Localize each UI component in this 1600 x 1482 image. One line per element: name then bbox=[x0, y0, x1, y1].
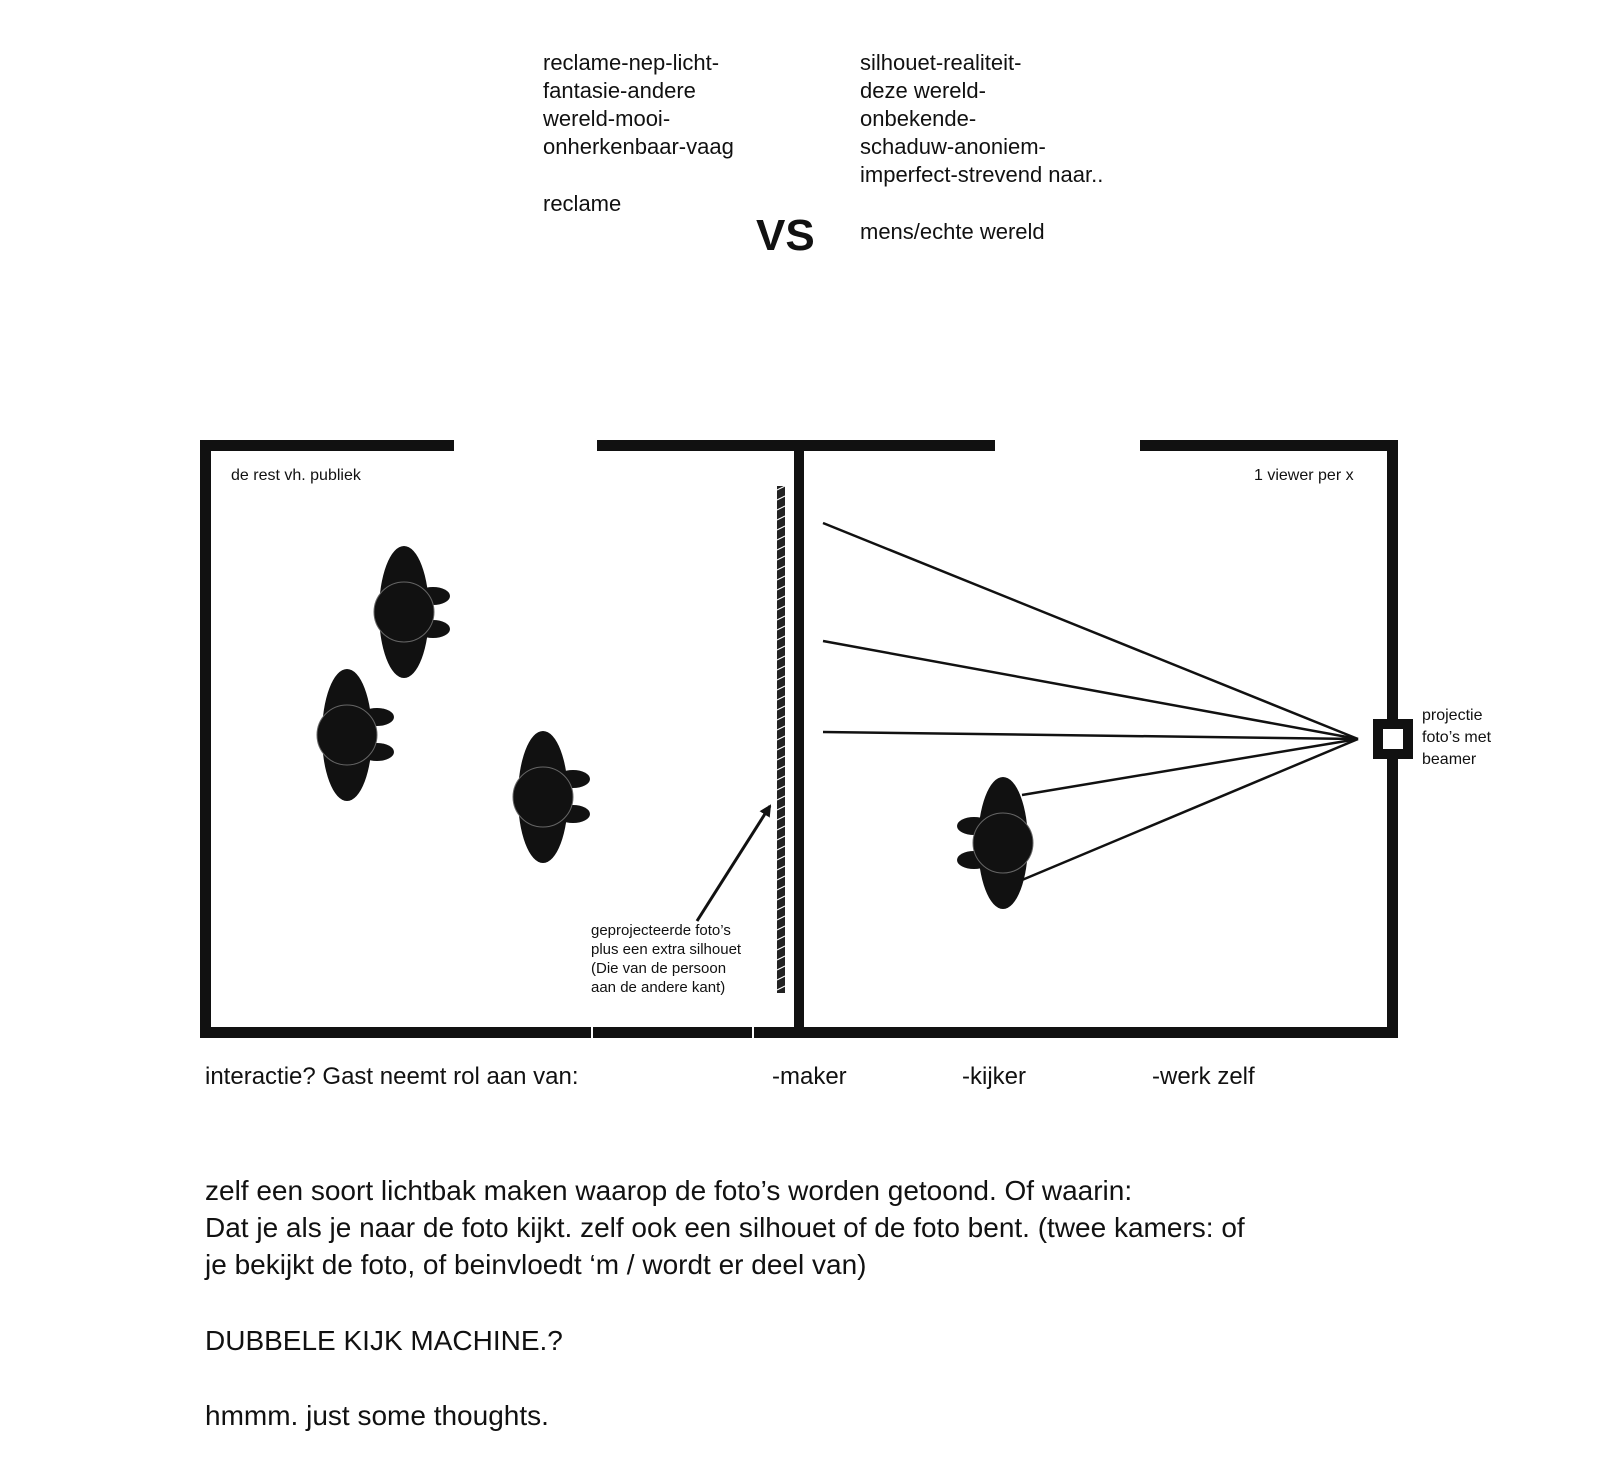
screen-note-line: plus een extra silhouet bbox=[591, 941, 742, 958]
walls bbox=[200, 440, 1398, 1038]
projector-note-line: projectie bbox=[1422, 707, 1483, 724]
person-icon bbox=[374, 546, 450, 678]
right-label-mens: mens/echte wereld bbox=[860, 219, 1045, 244]
paragraph-line: Dat je als je naar de foto kijkt. zelf ook een silhouet of de foto bent. (twee kamers: of bbox=[205, 1212, 1245, 1243]
right-room-label: 1 viewer per x bbox=[1254, 467, 1354, 484]
interaction-question: interactie? Gast neemt rol aan van: bbox=[205, 1063, 579, 1090]
person-icon bbox=[513, 731, 590, 863]
right-note-line: imperfect-strevend naar.. bbox=[860, 162, 1104, 187]
projector-icon bbox=[1373, 719, 1413, 759]
divider-wall bbox=[794, 440, 804, 1038]
bottom-wall-left bbox=[200, 1027, 591, 1038]
left-wall bbox=[200, 440, 211, 1038]
top-wall-right bbox=[1140, 440, 1398, 451]
bottom-wall-right bbox=[754, 1027, 1398, 1038]
left-note-line: reclame-nep-licht- bbox=[543, 50, 720, 75]
vs-label: VS bbox=[756, 211, 815, 260]
screen-note-line: (Die van de persoon bbox=[591, 960, 727, 977]
role-kijker: -kijker bbox=[962, 1063, 1026, 1090]
right-note-line: schaduw-anoniem- bbox=[860, 134, 1046, 159]
paragraph-line: zelf een soort lichtbak maken waarop de foto’s worden getoond. Of waarin: bbox=[205, 1175, 1133, 1206]
projection-screen bbox=[777, 486, 785, 993]
screen-note-line: aan de andere kant) bbox=[591, 979, 726, 996]
projection-beams bbox=[823, 523, 1358, 880]
headline: DUBBELE KIJK MACHINE.? bbox=[205, 1325, 563, 1356]
bottom-wall-middle bbox=[593, 1027, 752, 1038]
screen-note bbox=[591, 921, 741, 997]
role-maker: -maker bbox=[772, 1063, 847, 1090]
top-wall-left bbox=[200, 440, 454, 451]
paragraph-line: je bekijkt de foto, of beinvloedt ‘m / wordt er deel van) bbox=[205, 1249, 867, 1280]
projector-note-line: foto’s met bbox=[1422, 729, 1492, 746]
projector-note-line: beamer bbox=[1422, 751, 1477, 768]
right-note-line: silhouet-realiteit- bbox=[860, 50, 1022, 75]
role-werk-zelf: -werk zelf bbox=[1152, 1063, 1255, 1090]
viewer-person-icon bbox=[957, 777, 1033, 909]
projector-note bbox=[1422, 705, 1491, 771]
paragraph bbox=[205, 1172, 1245, 1283]
right-note-line: deze wereld- bbox=[860, 78, 986, 103]
right-note-line: onbekende- bbox=[860, 106, 977, 131]
left-label-reclame: reclame bbox=[543, 191, 622, 216]
left-note-line: onherkenbaar-vaag bbox=[543, 134, 734, 159]
screen-note-line: geprojecteerde foto’s bbox=[591, 922, 731, 939]
left-note-line: fantasie-andere bbox=[543, 78, 696, 103]
closing-line: hmmm. just some thoughts. bbox=[205, 1400, 549, 1431]
screen-arrow bbox=[697, 806, 770, 921]
left-note-line: wereld-mooi- bbox=[543, 106, 671, 131]
person-icon bbox=[317, 669, 394, 801]
left-room-label: de rest vh. publiek bbox=[231, 467, 361, 484]
